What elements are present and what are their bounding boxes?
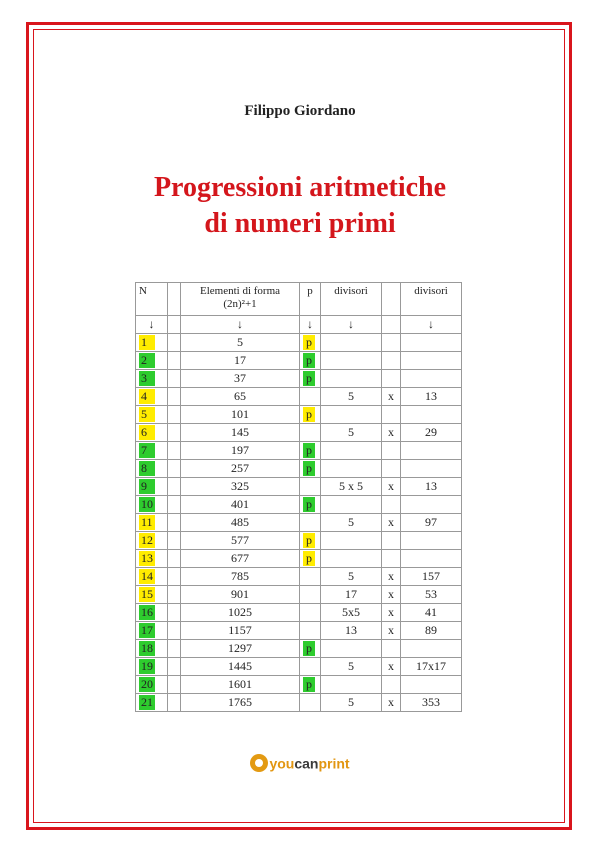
table-row xyxy=(136,370,462,388)
row-divisor-1 xyxy=(321,460,382,478)
table-row xyxy=(136,460,462,478)
row-prime-marker: p xyxy=(303,371,315,386)
row-spacer-cell xyxy=(168,640,181,658)
table-row xyxy=(136,334,462,352)
row-divisor-1: 5 xyxy=(321,388,382,406)
row-p-cell xyxy=(300,370,321,388)
row-p-cell xyxy=(300,532,321,550)
row-p-cell xyxy=(300,694,321,712)
row-divisor-1: 17 xyxy=(321,586,382,604)
publisher-logo xyxy=(0,754,600,772)
row-n-value: 5 xyxy=(139,407,155,422)
row-divisor-1 xyxy=(321,442,382,460)
row-n-value: 4 xyxy=(139,389,155,404)
row-n-value: 3 xyxy=(139,371,155,386)
table-row xyxy=(136,640,462,658)
table-row xyxy=(136,658,462,676)
row-spacer-cell xyxy=(168,532,181,550)
row-divisor-1: 5 x 5 xyxy=(321,478,382,496)
row-p-cell xyxy=(300,604,321,622)
row-spacer-cell xyxy=(168,658,181,676)
row-element-value: 17 xyxy=(181,352,300,370)
row-p-cell xyxy=(300,568,321,586)
row-n-value: 12 xyxy=(141,533,153,547)
row-n-value: 16 xyxy=(141,605,153,619)
row-divisor-2: 17x17 xyxy=(401,658,462,676)
row-divisor-1: 5 xyxy=(321,424,382,442)
row-n-value: 21 xyxy=(141,695,153,709)
row-times xyxy=(382,496,401,514)
row-divisor-1 xyxy=(321,406,382,424)
row-divisor-1: 5 xyxy=(321,568,382,586)
row-divisor-1: 13 xyxy=(321,622,382,640)
row-n-cell xyxy=(136,442,168,460)
row-prime-marker: p xyxy=(303,335,315,350)
row-element-value: 145 xyxy=(181,424,300,442)
row-divisor-2: 353 xyxy=(401,694,462,712)
row-divisor-2 xyxy=(401,334,462,352)
table-row xyxy=(136,442,462,460)
row-element-value: 677 xyxy=(181,550,300,568)
row-times: x xyxy=(382,604,401,622)
header-p: p xyxy=(300,283,321,316)
row-n-value: 6 xyxy=(139,425,155,440)
row-n-value: 14 xyxy=(141,569,153,583)
row-times xyxy=(382,676,401,694)
arrow-divisori-1: ↓ xyxy=(321,316,382,334)
row-divisor-2: 13 xyxy=(401,478,462,496)
row-element-value: 5 xyxy=(181,334,300,352)
row-spacer-cell xyxy=(168,514,181,532)
row-element-value: 577 xyxy=(181,532,300,550)
row-p-cell xyxy=(300,352,321,370)
row-element-value: 65 xyxy=(181,388,300,406)
row-p-cell xyxy=(300,496,321,514)
row-n-value: 7 xyxy=(139,443,155,458)
row-divisor-1 xyxy=(321,676,382,694)
row-n-cell xyxy=(136,460,168,478)
row-n-value: 13 xyxy=(141,551,153,565)
row-n-cell xyxy=(136,676,168,694)
row-n-value: 17 xyxy=(141,623,153,637)
row-divisor-1 xyxy=(321,496,382,514)
youcanprint-logo-icon xyxy=(250,754,268,772)
arrow-n: ↓ xyxy=(136,316,168,334)
logo-text-can: can xyxy=(294,755,319,772)
row-element-value: 785 xyxy=(181,568,300,586)
row-n-cell xyxy=(136,532,168,550)
arrow-p: ↓ xyxy=(300,316,321,334)
row-element-value: 1297 xyxy=(181,640,300,658)
table-row xyxy=(136,424,462,442)
header-n: N xyxy=(136,283,168,316)
header-divisori-2: divisori xyxy=(401,283,462,316)
row-p-cell xyxy=(300,658,321,676)
row-element-value: 197 xyxy=(181,442,300,460)
row-prime-marker: p xyxy=(303,677,315,692)
row-times: x xyxy=(382,622,401,640)
row-times: x xyxy=(382,514,401,532)
row-prime-marker: p xyxy=(303,551,315,566)
row-divisor-1: 5 xyxy=(321,658,382,676)
row-times xyxy=(382,640,401,658)
title-line-2: di numeri primi xyxy=(204,208,396,239)
row-n-value: 2 xyxy=(139,353,155,368)
row-p-cell xyxy=(300,622,321,640)
table-row xyxy=(136,604,462,622)
row-spacer-cell xyxy=(168,694,181,712)
row-divisor-2: 89 xyxy=(401,622,462,640)
header-x xyxy=(382,283,401,316)
row-divisor-2: 157 xyxy=(401,568,462,586)
row-spacer-cell xyxy=(168,352,181,370)
row-times: x xyxy=(382,694,401,712)
row-divisor-2: 29 xyxy=(401,424,462,442)
row-n-value: 8 xyxy=(139,461,155,476)
row-divisor-1 xyxy=(321,334,382,352)
row-n-cell xyxy=(136,496,168,514)
table-row xyxy=(136,532,462,550)
row-n-cell xyxy=(136,478,168,496)
row-spacer-cell xyxy=(168,496,181,514)
row-n-cell xyxy=(136,622,168,640)
row-times xyxy=(382,550,401,568)
row-p-cell xyxy=(300,676,321,694)
row-n-cell xyxy=(136,568,168,586)
arrow-x xyxy=(382,316,401,334)
row-element-value: 1445 xyxy=(181,658,300,676)
row-times xyxy=(382,442,401,460)
row-divisor-2 xyxy=(401,352,462,370)
arrow-divisori-2: ↓ xyxy=(401,316,462,334)
row-divisor-2 xyxy=(401,676,462,694)
row-prime-marker: p xyxy=(303,641,315,656)
row-n-value: 20 xyxy=(141,677,153,691)
row-times: x xyxy=(382,658,401,676)
row-p-cell xyxy=(300,388,321,406)
table-row xyxy=(136,568,462,586)
row-divisor-2: 13 xyxy=(401,388,462,406)
row-spacer-cell xyxy=(168,334,181,352)
arrow-spacer xyxy=(168,316,181,334)
row-times xyxy=(382,352,401,370)
table-row xyxy=(136,388,462,406)
row-times xyxy=(382,406,401,424)
row-n-cell xyxy=(136,406,168,424)
row-element-value: 257 xyxy=(181,460,300,478)
row-spacer-cell xyxy=(168,370,181,388)
row-p-cell xyxy=(300,586,321,604)
header-divisori-1: divisori xyxy=(321,283,382,316)
table-row xyxy=(136,676,462,694)
table-row xyxy=(136,514,462,532)
arrow-elements: ↓ xyxy=(181,316,300,334)
row-spacer-cell xyxy=(168,676,181,694)
table-row xyxy=(136,586,462,604)
row-element-value: 37 xyxy=(181,370,300,388)
row-spacer-cell xyxy=(168,568,181,586)
row-p-cell xyxy=(300,640,321,658)
row-prime-marker: p xyxy=(303,353,315,368)
row-divisor-1: 5 xyxy=(321,514,382,532)
header-spacer xyxy=(168,283,181,316)
row-n-value: 15 xyxy=(141,587,153,601)
row-p-cell xyxy=(300,478,321,496)
row-n-value: 1 xyxy=(139,335,155,350)
row-spacer-cell xyxy=(168,604,181,622)
row-times xyxy=(382,334,401,352)
row-element-value: 1765 xyxy=(181,694,300,712)
row-divisor-2 xyxy=(401,406,462,424)
row-p-cell xyxy=(300,550,321,568)
row-p-cell xyxy=(300,424,321,442)
table-row xyxy=(136,694,462,712)
row-n-cell xyxy=(136,550,168,568)
row-divisor-1 xyxy=(321,532,382,550)
row-p-cell xyxy=(300,334,321,352)
row-divisor-2 xyxy=(401,532,462,550)
row-element-value: 325 xyxy=(181,478,300,496)
row-spacer-cell xyxy=(168,442,181,460)
row-times: x xyxy=(382,586,401,604)
primes-table xyxy=(135,282,462,712)
row-spacer-cell xyxy=(168,460,181,478)
row-spacer-cell xyxy=(168,388,181,406)
row-spacer-cell xyxy=(168,550,181,568)
header-elements-line2: (2n)²+1 xyxy=(223,298,257,310)
row-p-cell xyxy=(300,514,321,532)
row-n-cell xyxy=(136,388,168,406)
row-times xyxy=(382,532,401,550)
row-n-cell xyxy=(136,658,168,676)
row-divisor-1 xyxy=(321,550,382,568)
row-n-cell xyxy=(136,640,168,658)
row-times xyxy=(382,460,401,478)
row-times: x xyxy=(382,568,401,586)
row-n-cell xyxy=(136,424,168,442)
table-row xyxy=(136,496,462,514)
row-divisor-1 xyxy=(321,640,382,658)
row-n-cell xyxy=(136,370,168,388)
row-spacer-cell xyxy=(168,406,181,424)
row-n-value: 10 xyxy=(141,497,153,511)
row-n-cell xyxy=(136,352,168,370)
table-header-row xyxy=(136,283,462,316)
row-times: x xyxy=(382,424,401,442)
row-divisor-2 xyxy=(401,496,462,514)
author-name: Filippo Giordano xyxy=(244,103,356,119)
book-title xyxy=(0,170,600,242)
table-row xyxy=(136,406,462,424)
row-n-cell xyxy=(136,334,168,352)
table-row xyxy=(136,550,462,568)
row-element-value: 901 xyxy=(181,586,300,604)
row-element-value: 1025 xyxy=(181,604,300,622)
row-element-value: 1157 xyxy=(181,622,300,640)
logo-text-you: you xyxy=(269,755,295,772)
row-divisor-2 xyxy=(401,370,462,388)
row-element-value: 101 xyxy=(181,406,300,424)
row-prime-marker: p xyxy=(303,533,315,548)
row-spacer-cell xyxy=(168,622,181,640)
row-element-value: 401 xyxy=(181,496,300,514)
row-prime-marker: p xyxy=(303,407,315,422)
header-elements xyxy=(181,283,300,316)
row-divisor-2 xyxy=(401,460,462,478)
row-divisor-1: 5x5 xyxy=(321,604,382,622)
row-p-cell xyxy=(300,442,321,460)
row-n-value: 19 xyxy=(141,659,153,673)
row-divisor-2: 97 xyxy=(401,514,462,532)
table-row xyxy=(136,478,462,496)
row-n-value: 9 xyxy=(139,479,155,494)
table-arrow-row xyxy=(136,316,462,334)
row-divisor-1: 5 xyxy=(321,694,382,712)
row-divisor-2 xyxy=(401,550,462,568)
logo-text-print: print xyxy=(318,755,350,772)
row-prime-marker: p xyxy=(303,497,315,512)
row-n-cell xyxy=(136,586,168,604)
row-times: x xyxy=(382,388,401,406)
row-element-value: 1601 xyxy=(181,676,300,694)
row-divisor-2: 41 xyxy=(401,604,462,622)
row-spacer-cell xyxy=(168,478,181,496)
row-spacer-cell xyxy=(168,586,181,604)
header-elements-line1: Elementi di forma xyxy=(199,285,281,297)
row-prime-marker: p xyxy=(303,461,315,476)
table-row xyxy=(136,352,462,370)
row-n-value: 18 xyxy=(141,641,153,655)
row-p-cell xyxy=(300,406,321,424)
row-times xyxy=(382,370,401,388)
row-divisor-2 xyxy=(401,640,462,658)
row-times: x xyxy=(382,478,401,496)
row-divisor-2: 53 xyxy=(401,586,462,604)
row-p-cell xyxy=(300,460,321,478)
row-element-value: 485 xyxy=(181,514,300,532)
row-prime-marker: p xyxy=(303,443,315,458)
row-n-value: 11 xyxy=(139,515,155,530)
row-divisor-2 xyxy=(401,442,462,460)
row-n-cell xyxy=(136,694,168,712)
row-n-cell xyxy=(136,514,168,532)
table-row xyxy=(136,622,462,640)
row-divisor-1 xyxy=(321,352,382,370)
row-spacer-cell xyxy=(168,424,181,442)
row-divisor-1 xyxy=(321,370,382,388)
title-line-1: Progressioni aritmetiche xyxy=(153,172,447,203)
row-n-cell xyxy=(136,604,168,622)
